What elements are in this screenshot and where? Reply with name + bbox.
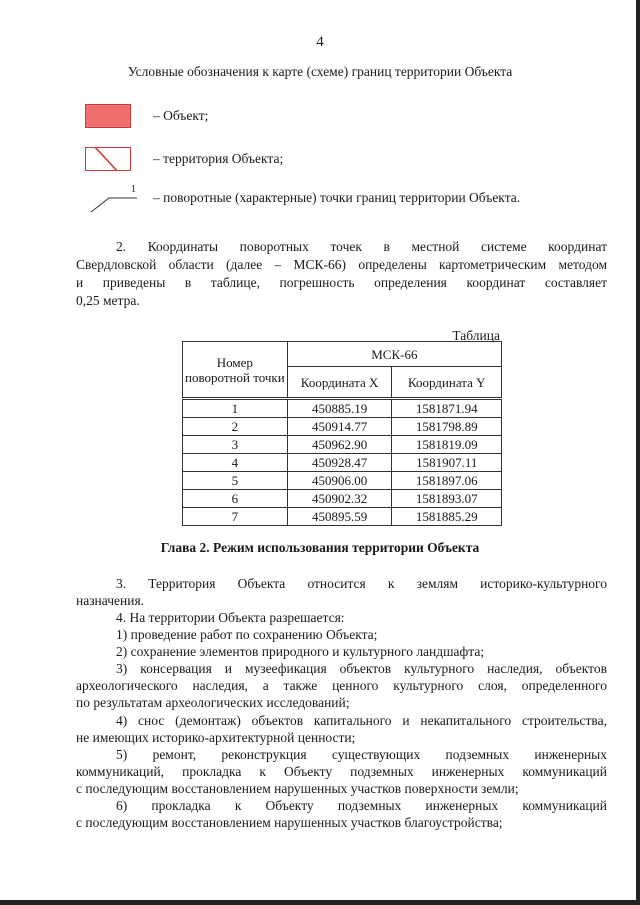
item-6-line2: с последующим восстановлением нарушенных участков благоустройства; (76, 815, 503, 830)
cell-y: 1581897.06 (392, 472, 502, 490)
item-5-line3: с последующим восстановлением нарушенных участков поверхности земли; (76, 781, 519, 796)
para2-line4: 0,25 метра. (76, 293, 140, 308)
table-row (183, 490, 502, 508)
legend-item-text: – поворотные (характерные) точки границ территории Объекта. (153, 190, 521, 205)
table-row (183, 508, 502, 526)
cell-y: 1581885.29 (392, 508, 502, 526)
item-5-line1: 5) ремонт, реконструкция существующих подземных инженерных (116, 747, 607, 762)
p3-line2: назначения. (76, 593, 145, 608)
header-point-number: Номер поворотной точки (183, 342, 288, 399)
cell-x: 450914.77 (287, 418, 392, 436)
legend-item-text: – Объект; (153, 108, 209, 123)
legend-item-territory (85, 145, 284, 173)
cell-point: 7 (183, 508, 288, 526)
chapter-title: Глава 2. Режим использования территории Объекта (160, 540, 480, 555)
para2-line2: Свердловской области (далее – МСК-66) определены картометрическим методом (76, 257, 607, 272)
table-row (183, 418, 502, 436)
cell-y: 1581907.11 (392, 454, 502, 472)
table-row (183, 436, 502, 454)
legend-item-object (85, 102, 209, 130)
p3-line1: 3. Территория Объекта относится к землям историко-культурного (116, 576, 607, 591)
item-3-line2: археологического наследия, а также ценного культурного слоя, определенного (76, 678, 607, 693)
cell-x: 450962.90 (287, 436, 392, 454)
hatched-territory-icon (85, 147, 131, 171)
cell-point: 3 (183, 436, 288, 454)
cell-x: 450902.32 (287, 490, 392, 508)
legend-item-text: – территория Объекта; (153, 151, 284, 166)
cell-x: 450885.19 (287, 399, 392, 418)
header-coord-x: Координата X (287, 367, 392, 399)
item-5-line2: коммуникаций, прокладка к Объекту подземных инженерных коммуникаций (76, 764, 607, 779)
cell-point: 1 (183, 399, 288, 418)
turning-point-label: 1 (131, 184, 136, 195)
cell-x: 450906.00 (287, 472, 392, 490)
page-number: 4 (316, 34, 324, 50)
table-row (183, 454, 502, 472)
turning-point-icon (89, 186, 135, 210)
scan-edge-bottom (0, 900, 640, 905)
header-coord-y: Координата Y (392, 367, 502, 399)
coordinates-table (182, 341, 502, 526)
cell-y: 1581819.09 (392, 436, 502, 454)
header-msk66: МСК-66 (287, 342, 501, 367)
p4-text: 4. На территории Объекта разрешается: (116, 610, 345, 625)
cell-point: 2 (183, 418, 288, 436)
legend-item-turning-point (85, 184, 521, 212)
cell-y: 1581798.89 (392, 418, 502, 436)
item-2: 2) сохранение элементов природного и культурного ландшафта; (116, 644, 485, 659)
table-caption: Таблица (452, 328, 500, 343)
cell-y: 1581871.94 (392, 399, 502, 418)
item-3-line3: по результатам археологических исследований; (76, 695, 350, 710)
item-3-line1: 3) консервация и музеефикация объектов культурного наследия, объектов (116, 661, 607, 676)
item-1: 1) проведение работ по сохранению Объекта; (116, 627, 378, 642)
cell-point: 6 (183, 490, 288, 508)
cell-point: 5 (183, 472, 288, 490)
item-6-line1: 6) прокладка к Объекту подземных инженерных коммуникаций (116, 798, 607, 813)
para2-line3: и приведены в таблице, погрешность определения координат составляет (76, 275, 607, 290)
cell-point: 4 (183, 454, 288, 472)
table-row (183, 399, 502, 418)
para2-line1: 2. Координаты поворотных точек в местной системе координат (116, 239, 607, 254)
cell-y: 1581893.07 (392, 490, 502, 508)
item-4-line1: 4) снос (демонтаж) объектов капитального и некапитального строительства, (116, 713, 607, 728)
table-row (183, 472, 502, 490)
cell-x: 450928.47 (287, 454, 392, 472)
scan-edge-right (636, 0, 640, 905)
legend-title: Условные обозначения к карте (схеме) границ территории Объекта (127, 64, 513, 79)
item-4-line2: не имеющих историко-архитектурной ценности; (76, 730, 356, 745)
cell-x: 450895.59 (287, 508, 392, 526)
object-fill-icon (85, 104, 131, 128)
